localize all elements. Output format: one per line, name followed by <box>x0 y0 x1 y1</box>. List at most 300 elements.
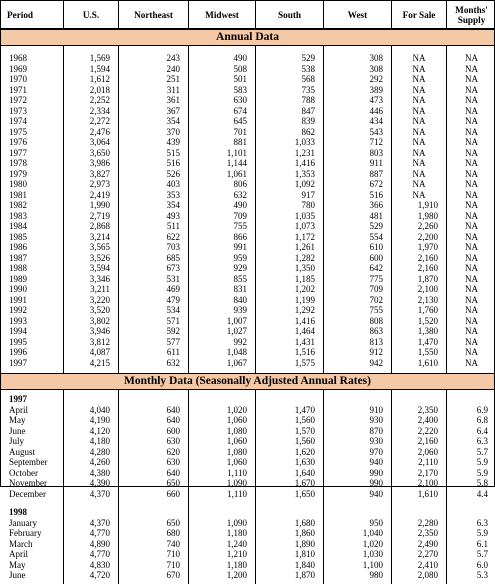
cell-months-supply: NA <box>446 137 495 148</box>
cell-period: May <box>9 559 26 570</box>
cell-months-supply: NA <box>446 169 495 180</box>
table-row <box>1 468 494 479</box>
cell-us: 3,346 <box>63 274 118 285</box>
cell-for-sale: 2,260 <box>391 221 446 232</box>
cell-us: 2,419 <box>63 190 118 201</box>
cell-midwest: 1,180 <box>188 528 255 539</box>
cell-midwest: 1,060 <box>188 436 255 447</box>
table-row <box>1 95 494 106</box>
cell-period: May <box>9 415 26 425</box>
cell-south: 1,464 <box>255 326 323 337</box>
cell-period: 1979 <box>9 168 27 179</box>
cell-period: 1993 <box>9 315 27 326</box>
cell-months-supply: 6.9 <box>446 405 495 416</box>
cell-south: 538 <box>255 64 323 75</box>
row-gap <box>1 46 494 53</box>
cell-us: 3,064 <box>63 137 118 148</box>
cell-months-supply: 5.8 <box>446 478 495 489</box>
table-header <box>1 1 494 29</box>
cell-period: 1975 <box>9 126 27 137</box>
cell-midwest: 630 <box>188 95 255 106</box>
cell-for-sale: 2,270 <box>391 549 446 560</box>
cell-period: 1977 <box>9 147 27 158</box>
cell-west: 930 <box>323 415 391 426</box>
cell-for-sale: 2,350 <box>391 528 446 539</box>
cell-south: 1,640 <box>255 468 323 479</box>
cell-west: 887 <box>323 169 391 180</box>
cell-northeast: 640 <box>118 415 188 426</box>
cell-for-sale: 2,160 <box>391 263 446 274</box>
cell-us: 3,526 <box>63 253 118 264</box>
cell-midwest: 992 <box>188 337 255 348</box>
year-label: 1997 <box>9 394 27 404</box>
cell-months-supply: NA <box>446 190 495 201</box>
table-row <box>1 436 494 447</box>
cell-northeast: 354 <box>118 116 188 127</box>
cell-south: 1,073 <box>255 221 323 232</box>
cell-northeast: 673 <box>118 263 188 274</box>
table-row <box>1 148 494 159</box>
table-row <box>1 253 494 264</box>
cell-south: 1,560 <box>255 415 323 426</box>
cell-northeast: 685 <box>118 253 188 264</box>
cell-west: 808 <box>323 316 391 327</box>
table-row <box>1 518 494 529</box>
cell-midwest: 1,144 <box>188 158 255 169</box>
cell-for-sale: 2,220 <box>391 426 446 437</box>
cell-period: October <box>9 467 38 478</box>
cell-period: 1992 <box>9 305 27 315</box>
cell-us: 1,594 <box>63 64 118 75</box>
cell-northeast: 660 <box>118 489 188 500</box>
cell-us: 3,220 <box>63 295 118 306</box>
annual-data-band: Annual Data <box>1 29 494 46</box>
cell-period: August <box>9 446 36 457</box>
col-midwest: Midwest <box>188 1 255 28</box>
cell-for-sale: 2,060 <box>391 447 446 458</box>
col-us: U.S. <box>63 1 118 28</box>
cell-period: 1981 <box>9 189 27 200</box>
cell-us: 4,190 <box>63 415 118 426</box>
cell-period: 1997 <box>9 357 27 368</box>
cell-period: 1988 <box>9 263 27 273</box>
cell-south: 1,033 <box>255 137 323 148</box>
table-row <box>1 447 494 458</box>
cell-months-supply: 6.0 <box>446 560 495 571</box>
row-gap <box>1 368 494 373</box>
cell-period: 1970 <box>9 74 27 84</box>
cell-south: 1,416 <box>255 316 323 327</box>
cell-period: 1969 <box>9 63 27 74</box>
cell-midwest: 1,080 <box>188 426 255 437</box>
cell-northeast: 577 <box>118 337 188 348</box>
table-row <box>1 74 494 85</box>
cell-period: 1987 <box>9 252 27 263</box>
cell-south: 1,840 <box>255 560 323 571</box>
cell-northeast: 534 <box>118 305 188 316</box>
cell-for-sale: 1,760 <box>391 305 446 316</box>
cell-months-supply: NA <box>446 106 495 117</box>
cell-midwest: 1,090 <box>188 518 255 529</box>
cell-period: July <box>9 436 25 446</box>
cell-midwest: 645 <box>188 116 255 127</box>
cell-midwest: 490 <box>188 200 255 211</box>
cell-south: 1,560 <box>255 436 323 447</box>
col-months-supply <box>446 1 495 28</box>
table-row <box>1 169 494 180</box>
cell-for-sale: 1,970 <box>391 242 446 253</box>
cell-for-sale: 1,550 <box>391 347 446 358</box>
cell-south: 1,890 <box>255 539 323 550</box>
table-row <box>1 137 494 148</box>
cell-us: 1,569 <box>63 53 118 64</box>
cell-northeast: 630 <box>118 457 188 468</box>
table-row <box>1 179 494 190</box>
cell-midwest: 1,027 <box>188 326 255 337</box>
cell-south: 1,670 <box>255 478 323 489</box>
cell-northeast: 703 <box>118 242 188 253</box>
table-row <box>1 560 494 571</box>
cell-for-sale: NA <box>391 74 446 85</box>
cell-us: 4,370 <box>63 518 118 529</box>
cell-midwest: 866 <box>188 232 255 243</box>
cell-period: 1974 <box>9 116 27 126</box>
cell-for-sale: 2,160 <box>391 253 446 264</box>
cell-northeast: 240 <box>118 64 188 75</box>
cell-us: 2,719 <box>63 211 118 222</box>
cell-midwest: 881 <box>188 137 255 148</box>
cell-midwest: 1,110 <box>188 489 255 500</box>
cell-northeast: 367 <box>118 106 188 117</box>
cell-south: 1,035 <box>255 211 323 222</box>
cell-northeast: 611 <box>118 347 188 358</box>
year-label-row <box>1 507 494 518</box>
cell-months-supply: NA <box>446 326 495 337</box>
cell-west: 642 <box>323 263 391 274</box>
cell-us: 2,334 <box>63 106 118 117</box>
cell-months-supply: 5.9 <box>446 468 495 479</box>
cell-months-supply: NA <box>446 53 495 64</box>
cell-for-sale: NA <box>391 169 446 180</box>
cell-us: 4,215 <box>63 358 118 369</box>
cell-period: 1984 <box>9 221 27 231</box>
cell-south: 862 <box>255 127 323 138</box>
cell-period: 1985 <box>9 231 27 242</box>
table-row <box>1 242 494 253</box>
table-row <box>1 158 494 169</box>
cell-south: 1,261 <box>255 242 323 253</box>
cell-period: 1991 <box>9 294 27 305</box>
cell-period: 1986 <box>9 242 27 252</box>
cell-us: 2,973 <box>63 179 118 190</box>
cell-period: 1995 <box>9 336 27 347</box>
cell-northeast: 670 <box>118 570 188 581</box>
cell-midwest: 939 <box>188 305 255 316</box>
cell-for-sale: NA <box>391 95 446 106</box>
cell-us: 3,520 <box>63 305 118 316</box>
year-label: 1998 <box>9 507 27 517</box>
cell-period: 1990 <box>9 284 27 294</box>
col-period: Period <box>7 9 34 20</box>
cell-us: 2,476 <box>63 127 118 138</box>
cell-for-sale: NA <box>391 190 446 201</box>
table-row <box>1 232 494 243</box>
cell-west: 366 <box>323 200 391 211</box>
cell-for-sale: 1,910 <box>391 200 446 211</box>
cell-south: 1,431 <box>255 337 323 348</box>
cell-period: April <box>9 549 28 559</box>
cell-period: 1994 <box>9 326 27 336</box>
table-row <box>1 106 494 117</box>
cell-south: 1,516 <box>255 347 323 358</box>
cell-us: 3,802 <box>63 316 118 327</box>
cell-south: 568 <box>255 74 323 85</box>
cell-us: 3,946 <box>63 326 118 337</box>
cell-midwest: 508 <box>188 64 255 75</box>
cell-midwest: 831 <box>188 284 255 295</box>
cell-months-supply: NA <box>446 242 495 253</box>
cell-west: 308 <box>323 53 391 64</box>
cell-months-supply: NA <box>446 253 495 264</box>
cell-midwest: 1,240 <box>188 539 255 550</box>
cell-west: 910 <box>323 405 391 416</box>
cell-months-supply: NA <box>446 316 495 327</box>
cell-for-sale: 1,470 <box>391 337 446 348</box>
cell-northeast: 493 <box>118 211 188 222</box>
cell-south: 1,199 <box>255 295 323 306</box>
cell-west: 863 <box>323 326 391 337</box>
col-for-sale: For Sale <box>391 1 446 28</box>
cell-us: 4,180 <box>63 436 118 447</box>
cell-midwest: 855 <box>188 274 255 285</box>
cell-south: 735 <box>255 85 323 96</box>
cell-months-supply: 6.8 <box>446 415 495 426</box>
cell-us: 3,594 <box>63 263 118 274</box>
cell-for-sale: 2,490 <box>391 539 446 550</box>
cell-midwest: 490 <box>188 53 255 64</box>
cell-south: 1,620 <box>255 447 323 458</box>
cell-south: 1,282 <box>255 253 323 264</box>
cell-south: 1,416 <box>255 158 323 169</box>
cell-months-supply: NA <box>446 347 495 358</box>
cell-for-sale: 2,110 <box>391 457 446 468</box>
cell-south: 1,860 <box>255 528 323 539</box>
table-row <box>1 263 494 274</box>
cell-northeast: 640 <box>118 468 188 479</box>
cell-northeast: 571 <box>118 316 188 327</box>
cell-west: 672 <box>323 179 391 190</box>
cell-northeast: 370 <box>118 127 188 138</box>
cell-for-sale: NA <box>391 137 446 148</box>
cell-south: 1,575 <box>255 358 323 369</box>
cell-us: 3,211 <box>63 284 118 295</box>
cell-northeast: 622 <box>118 232 188 243</box>
cell-midwest: 755 <box>188 221 255 232</box>
cell-west: 529 <box>323 221 391 232</box>
cell-midwest: 1,060 <box>188 415 255 426</box>
cell-midwest: 1,061 <box>188 169 255 180</box>
cell-midwest: 1,101 <box>188 148 255 159</box>
cell-midwest: 840 <box>188 295 255 306</box>
cell-for-sale: 2,130 <box>391 295 446 306</box>
cell-northeast: 469 <box>118 284 188 295</box>
col-months-supply-line1: Months' <box>455 4 488 15</box>
cell-west: 610 <box>323 242 391 253</box>
col-months-supply-line2: Supply <box>457 14 486 25</box>
cell-for-sale: 2,080 <box>391 570 446 581</box>
cell-period: March <box>9 538 33 549</box>
cell-months-supply: NA <box>446 305 495 316</box>
cell-west: 389 <box>323 85 391 96</box>
cell-period: December <box>9 488 46 499</box>
cell-months-supply: NA <box>446 274 495 285</box>
cell-us: 4,087 <box>63 347 118 358</box>
cell-midwest: 709 <box>188 211 255 222</box>
cell-northeast: 632 <box>118 358 188 369</box>
row-gap <box>1 581 494 584</box>
cell-months-supply: NA <box>446 95 495 106</box>
cell-us: 3,214 <box>63 232 118 243</box>
cell-northeast: 600 <box>118 426 188 437</box>
table-row <box>1 358 494 369</box>
cell-us: 2,018 <box>63 85 118 96</box>
cell-for-sale: 2,100 <box>391 478 446 489</box>
cell-midwest: 674 <box>188 106 255 117</box>
cell-south: 1,172 <box>255 232 323 243</box>
cell-for-sale: NA <box>391 64 446 75</box>
cell-us: 3,986 <box>63 158 118 169</box>
cell-period: April <box>9 404 28 415</box>
cell-south: 1,092 <box>255 179 323 190</box>
cell-west: 554 <box>323 232 391 243</box>
cell-south: 529 <box>255 53 323 64</box>
cell-months-supply: 5.7 <box>446 549 495 560</box>
cell-south: 1,350 <box>255 263 323 274</box>
cell-midwest: 1,090 <box>188 478 255 489</box>
cell-for-sale: 2,100 <box>391 284 446 295</box>
col-west: West <box>323 1 391 28</box>
cell-for-sale: 2,400 <box>391 415 446 426</box>
cell-west: 870 <box>323 426 391 437</box>
cell-period: June <box>9 425 26 436</box>
cell-period: 1996 <box>9 347 27 357</box>
cell-northeast: 516 <box>118 158 188 169</box>
cell-period: 1989 <box>9 273 27 284</box>
cell-months-supply: NA <box>446 116 495 127</box>
cell-northeast: 710 <box>118 560 188 571</box>
cell-period: November <box>9 478 47 488</box>
cell-west: 803 <box>323 148 391 159</box>
cell-us: 3,812 <box>63 337 118 348</box>
cell-midwest: 1,060 <box>188 457 255 468</box>
cell-period: 1980 <box>9 179 27 189</box>
col-south: South <box>255 1 323 28</box>
cell-for-sale: 1,980 <box>391 211 446 222</box>
cell-west: 600 <box>323 253 391 264</box>
cell-west: 543 <box>323 127 391 138</box>
cell-months-supply: NA <box>446 337 495 348</box>
cell-west: 940 <box>323 457 391 468</box>
cell-northeast: 439 <box>118 137 188 148</box>
cell-for-sale: 2,170 <box>391 468 446 479</box>
cell-northeast: 650 <box>118 518 188 529</box>
table-row <box>1 549 494 560</box>
cell-midwest: 501 <box>188 74 255 85</box>
cell-west: 950 <box>323 518 391 529</box>
cell-west: 930 <box>323 436 391 447</box>
table-row <box>1 295 494 306</box>
cell-west: 912 <box>323 347 391 358</box>
cell-months-supply: 5.3 <box>446 570 495 581</box>
cell-west: 970 <box>323 447 391 458</box>
cell-for-sale: NA <box>391 106 446 117</box>
cell-west: 1,030 <box>323 549 391 560</box>
cell-period: 1983 <box>9 210 27 221</box>
monthly-data-band: Monthly Data (Seasonally Adjusted Annual Rates) <box>1 373 494 390</box>
table-row <box>1 200 494 211</box>
table-row <box>1 539 494 550</box>
cell-midwest: 929 <box>188 263 255 274</box>
cell-us: 4,040 <box>63 405 118 416</box>
cell-midwest: 583 <box>188 85 255 96</box>
cell-us: 3,650 <box>63 148 118 159</box>
cell-months-supply: NA <box>446 200 495 211</box>
cell-west: 990 <box>323 478 391 489</box>
cell-for-sale: NA <box>391 158 446 169</box>
cell-for-sale: NA <box>391 127 446 138</box>
cell-west: 702 <box>323 295 391 306</box>
cell-south: 1,353 <box>255 169 323 180</box>
cell-months-supply: NA <box>446 85 495 96</box>
cell-us: 1,990 <box>63 200 118 211</box>
cell-northeast: 243 <box>118 53 188 64</box>
cell-months-supply: 6.1 <box>446 539 495 550</box>
cell-northeast: 531 <box>118 274 188 285</box>
cell-northeast: 403 <box>118 179 188 190</box>
cell-west: 308 <box>323 64 391 75</box>
cell-west: 990 <box>323 468 391 479</box>
cell-west: 980 <box>323 570 391 581</box>
cell-northeast: 479 <box>118 295 188 306</box>
cell-months-supply: NA <box>446 284 495 295</box>
cell-west: 709 <box>323 284 391 295</box>
cell-northeast: 511 <box>118 221 188 232</box>
cell-west: 942 <box>323 358 391 369</box>
cell-northeast: 620 <box>118 447 188 458</box>
cell-months-supply: NA <box>446 179 495 190</box>
cell-west: 775 <box>323 274 391 285</box>
table-row <box>1 190 494 201</box>
cell-south: 1,231 <box>255 148 323 159</box>
cell-midwest: 959 <box>188 253 255 264</box>
cell-northeast: 740 <box>118 539 188 550</box>
cell-northeast: 361 <box>118 95 188 106</box>
cell-south: 847 <box>255 106 323 117</box>
table-row <box>1 127 494 138</box>
cell-midwest: 701 <box>188 127 255 138</box>
row-gap <box>1 499 494 507</box>
cell-months-supply: NA <box>446 358 495 369</box>
cell-us: 4,370 <box>63 489 118 500</box>
cell-south: 1,680 <box>255 518 323 529</box>
cell-south: 839 <box>255 116 323 127</box>
cell-for-sale: 2,200 <box>391 232 446 243</box>
cell-period: 1971 <box>9 84 27 95</box>
table-row <box>1 528 494 539</box>
cell-northeast: 311 <box>118 85 188 96</box>
cell-west: 292 <box>323 74 391 85</box>
table-row <box>1 347 494 358</box>
